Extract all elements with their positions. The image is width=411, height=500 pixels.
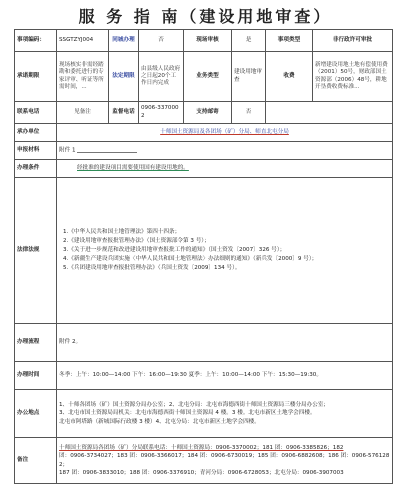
materials-blank (77, 147, 137, 153)
same-city-label: 同城办理 (109, 30, 139, 52)
hours-label: 办理时间 (15, 362, 57, 390)
legal-basis-label: 法律法规 (15, 178, 57, 324)
business-type-value: 建设用地审查 (232, 52, 266, 102)
organizer-value (57, 124, 393, 142)
item-type-label: 事项类型 (266, 30, 313, 52)
materials-text: 附件 1 (59, 147, 76, 154)
process-label: 办理流程 (15, 324, 57, 362)
item-code-value: SSGTZYJ004 (57, 30, 109, 52)
notes-line-1: 十师国土资源局各团场（矿）分局联系电话：十师国土资源局：0906-3370002；181 团：0906-3385826；182 (59, 444, 344, 451)
legal-basis-list (57, 178, 393, 324)
row-contact (15, 102, 393, 124)
site-review-value: 是 (232, 30, 266, 52)
row-hours (15, 362, 393, 390)
address-line-1: 1、十师各团场（矿）国土资源分局办公室；2、北屯分局：北屯市海德西街十师国土资源局三楼分局办公室； (59, 401, 330, 408)
row-legal-basis (15, 178, 393, 324)
row-process (15, 324, 393, 362)
item-type-value: 非行政许可审批 (313, 30, 393, 52)
row-conditions (15, 160, 393, 178)
row-item-code (15, 30, 393, 52)
item-code-label: 事项编码： (15, 30, 57, 52)
mail-label: 支持邮寄 (184, 102, 232, 124)
notes-line-3: 187 团：0906-3833010；188 团：0906-3376910；青河分局：0906-6728053；北屯分局：0906-3907003 (59, 469, 344, 476)
legal-basis-item-3: 3.《关于进一步规范和改进建设用地审查报批工作的通知》（国土资发〔2007〕326 号）； (63, 247, 286, 254)
organizer-label: 承办单位 (15, 124, 57, 142)
legal-basis-item-1: 1.《中华人民共和国土地管理法》第四十四条； (63, 229, 181, 236)
legal-basis-item-5: 5.《兵团建设用地审查报批管理办法》（兵国土资发〔2009〕134 号）。 (63, 264, 241, 271)
process-value: 附件 2。 (57, 324, 393, 362)
mail-value: 否 (232, 102, 266, 124)
fee-value: 新增建设用地土地有偿使用费（2001）50号，财政部国土资源部（2006）48号，耕地开垦费收费标准... (313, 52, 393, 102)
conditions-text: 经批准的建设项目需要使用国有建设用地的。 (77, 164, 189, 171)
supervision-label: 监督电话 (109, 102, 139, 124)
address-line-3: 北屯市阿塔路（新城国际行政楼 3 楼）4、北屯分局：北屯市新区土地学会四楼。 (59, 418, 260, 425)
supervision-value: 0906-3370002 (139, 102, 184, 124)
hours-value: 冬季：上午：10:00—14:00 下午：16:00—19:30 夏季：上午：10:00—14:00 下午：15:30—19:30。 (57, 362, 393, 390)
legal-basis-item-2: 2.《建设用地审查报批管理办法》（国土资源部令第 3 号）； (63, 238, 210, 245)
address-lines (57, 390, 393, 438)
row-materials (15, 142, 393, 160)
site-review-label: 现场审核 (184, 30, 232, 52)
row-organizer (15, 124, 393, 142)
conditions-label: 办理条件 (15, 160, 57, 178)
service-guide-table (14, 29, 393, 484)
notes-line-2: 团：0906-3734027；183 团：0906-3366017；184 团：0906-6730019；185 团：0906-6882608；186 团：0906-5761282； (59, 453, 390, 468)
materials-value (57, 142, 393, 160)
page-title: 服 务 指 南（建设用地审查） (78, 7, 333, 26)
legal-deadline-value: 由县级人民政府之日起20个工作日内完成 (139, 52, 184, 102)
conditions-value (57, 160, 393, 178)
commitment-value: 现场核实非需经踏勘和委托进行的专家评审、听证等所需时间，... (57, 52, 109, 102)
notes-label: 备注 (15, 438, 57, 484)
contact-value: 见备注 (57, 102, 109, 124)
legal-basis-item-4: 4.《新疆生产建设兵团实施〈中华人民共和国土地管理法〉办法细则的通知》（新兵发〔2000〕9 号）； (63, 255, 318, 262)
fee-label: 收费 (266, 52, 313, 102)
empty-cell (266, 102, 393, 124)
notes-lines (57, 438, 393, 484)
materials-label: 申报材料 (15, 142, 57, 160)
row-notes (15, 438, 393, 484)
address-line-2: 3、北屯市国土资源局局机关：北屯市海德西街十师国土资源局 4 楼。3 楼。北屯市新区土地学会四楼。 (59, 410, 316, 417)
commitment-label: 承诺期限 (15, 52, 57, 102)
row-address (15, 390, 393, 438)
row-commitment (15, 52, 393, 102)
contact-label: 联系电话 (15, 102, 57, 124)
organizer-text: 十师国土资源局及各团场（矿）分局、师直北屯分局 (160, 128, 289, 135)
address-label: 办公地点 (15, 390, 57, 438)
same-city-value: 否 (139, 30, 184, 52)
legal-deadline-label: 法定期限 (109, 52, 139, 102)
business-type-label: 业务类型 (184, 52, 232, 102)
